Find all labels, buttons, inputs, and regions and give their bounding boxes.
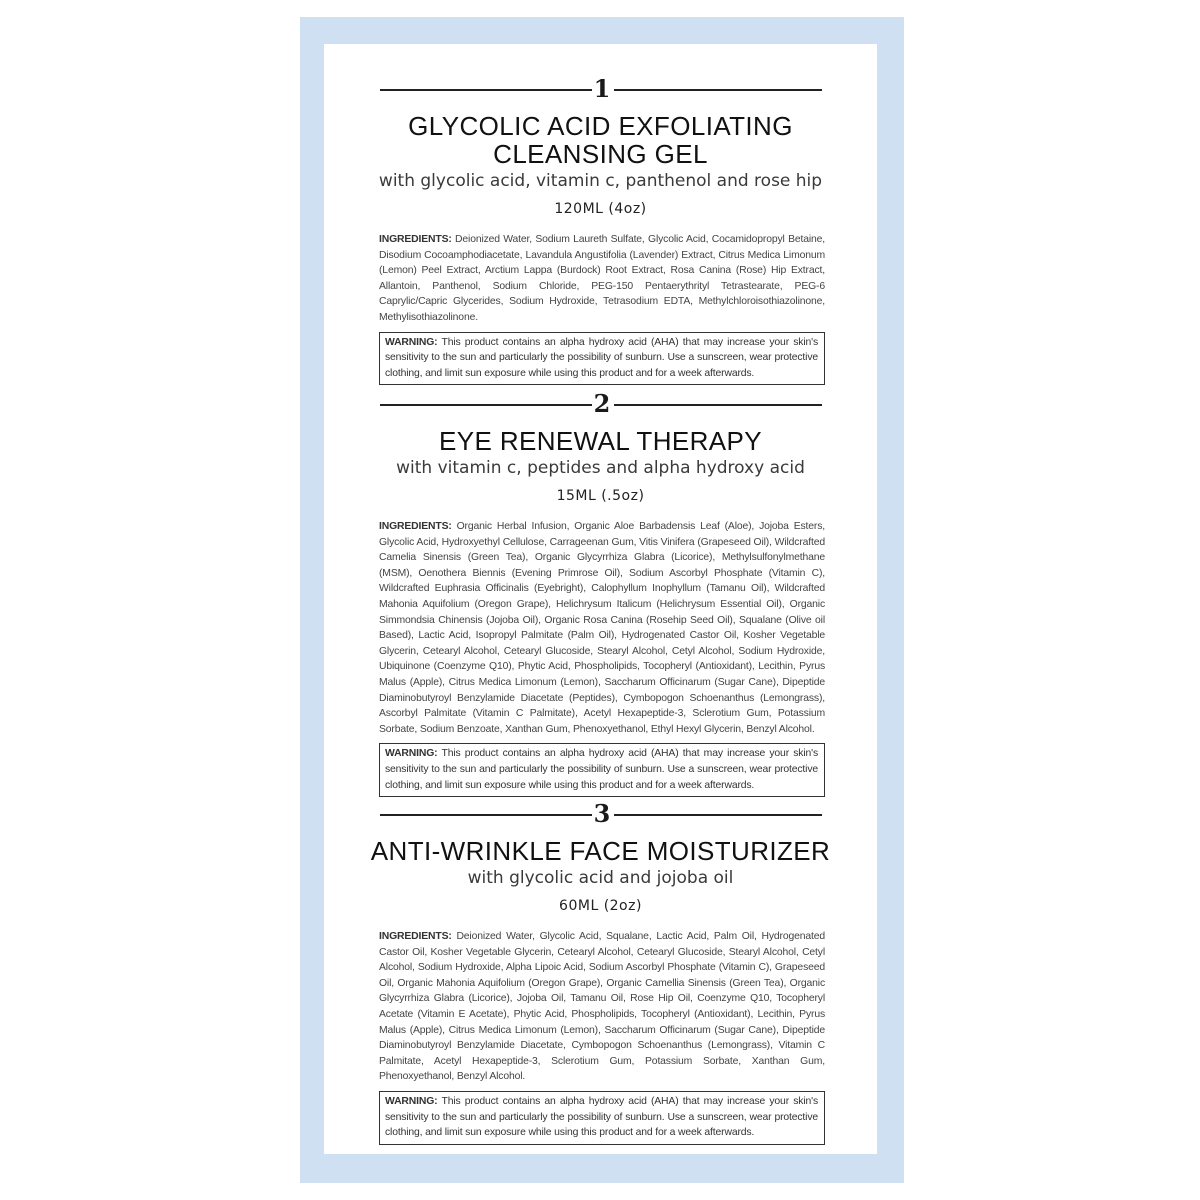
product-title [344,427,857,455]
warning-text: This product contains an alpha hydroxy acid (AHA) that may increase your skin's sensitivity to the sun and particularly the possibility of sunburn. Use a sunscreen, wear protective clothing, and limit sun exposure while using this product and for a week afterwards. [385,1095,818,1139]
product-size: 120ML (4oz) [554,201,647,217]
product-title [344,112,857,168]
product-title-line1: EYE RENEWAL THERAPY [438,426,763,456]
warning-label: WARNING: [385,1095,438,1107]
ingredients-list: Deionized Water, Glycolic Acid, Squalane, Lactic Acid, Palm Oil, Hydrogenated Castor Oil, Kosher Vegetable Glycerin, Cetearyl Alcohol, Cetearyl Glucoside, Stearyl Alcohol, Cetyl Alcohol, Sodium Hydroxide, Alpha Lipoic Acid, Sodium Ascorbyl Phosphate (Vitamin C), Grapeseed Oil, Organic Mahonia Aquifolium (Oregon Grape), Organic Camellia Sinensis (Green Tea), Organic Glycyrrhiza Glabra (Licorice), Jojoba Oil, Tamanu Oil, Rose Hip Oil, Coenzyme Q10, Tocopheryl Acetate (Vitamin E Acetate), Phytic Acid, Phospholipids, Tocopheryl (Antioxidant), Lecithin, Pyrus Malus (Apple), Citrus Medica Limonum (Lemon), Saccharum Officinarum (Sugar Cane), Dipeptide Diaminobutyroyl Benzylamide Diacetate, Cymbopogon Schoenanthus (Lemongrass), Vitamin C Palmitate, Acetyl Hexapeptide-3, Sclerotium Gum, Potassium Sorbate, Xanthan Gum, Phenoxyethanol, Benzyl Alcohol. [379,931,825,1083]
divider-line-right [614,404,822,406]
warning-text: This product contains an alpha hydroxy acid (AHA) that may increase your skin's sensitivity to the sun and particularly the possibility of sunburn. Use a sunscreen, wear protective clothing, and limit sun exposure while using this product and for a week afterwards. [385,336,818,379]
product-section-1 [324,74,877,385]
product-title-line1: GLYCOLIC ACID EXFOLIATING [408,111,793,141]
divider-line-right [614,814,822,816]
product-title-line1: ANTI-WRINKLE FACE MOISTURIZER [370,836,831,866]
product-size: 60ML (2oz) [559,898,642,914]
section-number: 1 [593,74,611,103]
divider-line-left [380,89,592,91]
product-section-2 [324,389,877,797]
section-number: 2 [593,389,611,418]
product-section-3 [324,799,877,1145]
ingredients-label: INGREDIENTS: [379,521,452,532]
section-divider [324,74,877,103]
ingredients-label: INGREDIENTS: [379,931,452,942]
divider-line-left [380,404,592,406]
product-title-line2: CLEANSING GEL [493,139,708,169]
ingredients-text [379,232,825,326]
product-title [344,837,857,865]
ingredients-list: Organic Herbal Infusion, Organic Aloe Barbadensis Leaf (Aloe), Jojoba Esters, Glycolic Acid, Hydroxyethyl Cellulose, Carrageenan Gum, Vitis Vinifera (Grapeseed Oil), Wildcrafted Camelia Sinensis (Green Tea), Organic Glycyrrhiza Glabra (Licorice), Methylsulfonylmethane (MSM), Oenothera Biennis (Evening Primrose Oil), Sodium Ascorbyl Phosphate (Vitamin C), Wildcrafted Euphrasia Officinalis (Eyebright), Calophyllum Inophyllum (Tamanu Oil), Wildcrafted Mahonia Aquifolium (Oregon Grape), Helichrysum Italicum (Helichrysum Essential Oil), Organic Simmondsia Chinensis (Jojoba Oil), Organic Rosa Canina (Rosehip Seed Oil), Squalane (Olive oil Based), Lactic Acid, Isopropyl Palmitate (Palm Oil), Hydrogenated Castor Oil, Kosher Vegetable Glycerin, Cetearyl Alcohol, Cetearyl Glucoside, Stearyl Alcohol, Cetyl Alcohol, Sodium Hydroxide, Ubiquinone (Coenzyme Q10), Phytic Acid, Phospholipids, Tocopheryl (Antioxidant), Lecithin, Pyrus Malus (Apple), Citrus Medica Limonum (Lemon), Saccharum Officinarum (Sugar Cane), Dipeptide Diaminobutyroyl Benzylamide Diacetate (Peptides), Cymbopogon Schoenanthus (Lemongrass), Ascorbyl Palmitate (Vitamin C Palmitate), Acetyl Hexapeptide-3, Sclerotium Gum, Potassium Sorbate, Sodium Benzoate, Xanthan Gum, Phenoxyethanol, Ethyl Hexyl Glycerin, Benzyl Alcohol. [379,521,825,735]
ingredients-text [379,519,825,737]
section-number: 3 [593,799,611,828]
product-subtitle: with glycolic acid, vitamin c, panthenol and rose hip [378,171,823,191]
warning-box [379,743,825,797]
product-subtitle: with glycolic acid and jojoba oil [467,868,734,888]
product-size: 15ML (.5oz) [556,488,645,504]
ingredients-label: INGREDIENTS: [379,234,452,245]
warning-box [379,1091,825,1145]
product-subtitle: with vitamin c, peptides and alpha hydroxy acid [396,458,805,478]
divider-line-right [614,89,822,91]
warning-box [379,332,825,386]
section-divider [324,389,877,418]
section-divider [324,799,877,828]
ingredients-text [379,929,825,1085]
ingredients-list: Deionized Water, Sodium Laureth Sulfate, Glycolic Acid, Cocamidopropyl Betaine, Disodium Cocoamphodiacetate, Lavandula Angustifolia (Lavender) Extract, Citrus Medica Limonum (Lemon) Peel Extract, Arctium Lappa (Burdock) Root Extract, Rosa Canina (Rose) Hip Extract, Allantoin, Panthenol, Sodium Chloride, PEG-150 Pentaerythrityl Tetrastearate, PEG-6 Caprylic/Capric Glycerides, Sodium Hydroxide, Tetrasodium EDTA, Methylchloroisothiazolinone, Methylisothiazolinone. [379,234,825,323]
warning-text: This product contains an alpha hydroxy acid (AHA) that may increase your skin's sensitivity to the sun and particularly the possibility of sunburn. Use a sunscreen, wear protective clothing, and limit sun exposure while using this product and for a week afterwards. [385,748,818,791]
warning-label: WARNING: [385,748,438,760]
warning-label: WARNING: [385,336,438,348]
label-panel [324,44,877,1154]
divider-line-left [380,814,592,816]
